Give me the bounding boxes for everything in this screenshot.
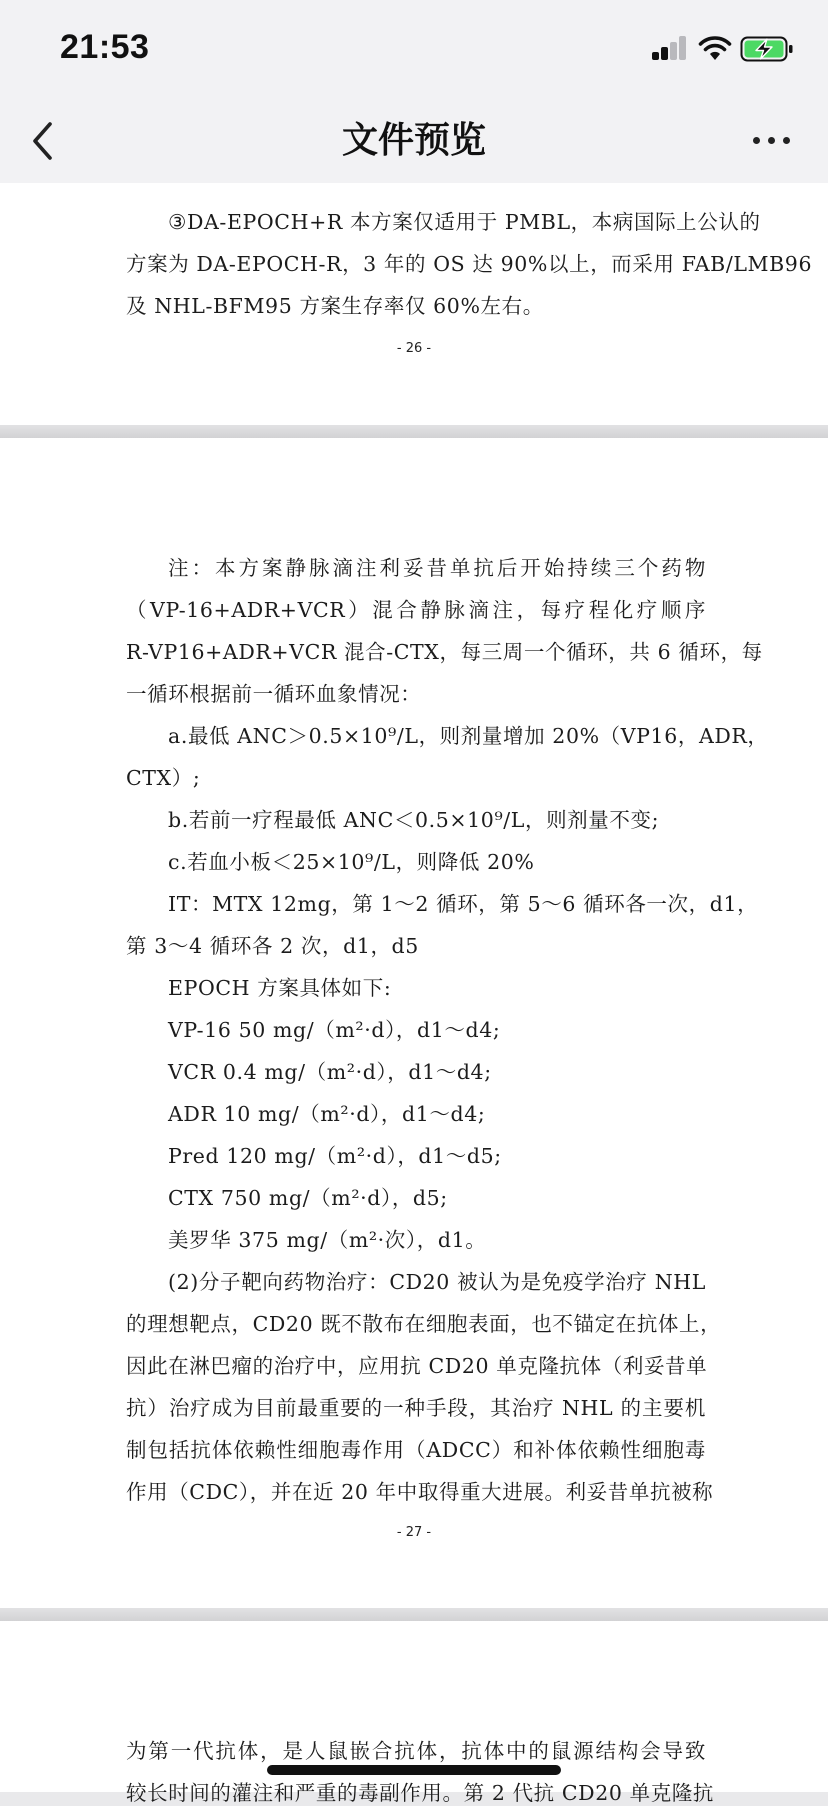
- more-options-button[interactable]: [752, 130, 792, 150]
- top-bar: [0, 0, 828, 183]
- signal-icon: [652, 36, 688, 60]
- page-number: - 27 -: [396, 1525, 432, 1540]
- text-line: 为第一代抗体，是人鼠嵌合抗体，抗体中的鼠源结构会导致: [126, 1739, 706, 1763]
- text-line: c.若血小板＜25×10⁹/L，则降低 20%: [168, 850, 535, 874]
- document-page-26: [0, 183, 828, 425]
- text-line: a.最低 ANC＞0.5×10⁹/L，则剂量增加 20%（VP16，ADR，: [168, 724, 769, 748]
- text-line: VP-16 50 mg/（m²·d），d1～d4;: [168, 1018, 501, 1042]
- text-line: Pred 120 mg/（m²·d），d1～d5;: [168, 1144, 502, 1168]
- text-line: 的理想靶点，CD20 既不散布在细胞表面，也不锚定在抗体上，: [126, 1312, 722, 1336]
- document-page-27: [0, 438, 828, 1608]
- text-line: ADR 10 mg/（m²·d），d1～d4;: [168, 1102, 486, 1126]
- back-button[interactable]: [28, 118, 60, 164]
- wifi-icon: [698, 34, 732, 62]
- text-line: 抗）治疗成为目前最重要的一种手段，其治疗 NHL 的主要机: [126, 1396, 706, 1420]
- page-title: 文件预览: [341, 120, 486, 161]
- text-line: 方案为 DA-EPOCH-R，3 年的 OS 达 90%以上，而采用 FAB/LMB96: [126, 252, 813, 276]
- text-line: 第 3～4 循环各 2 次，d1，d5: [126, 934, 419, 958]
- text-line: 较长时间的灌注和严重的毒副作用。第 2 代抗 CD20 单克隆抗: [126, 1781, 715, 1805]
- text-line: b.若前一疗程最低 ANC＜0.5×10⁹/L，则剂量不变;: [168, 808, 660, 832]
- text-line: IT：MTX 12mg，第 1～2 循环，第 5～6 循环各一次，d1，: [168, 892, 759, 916]
- text-line: EPOCH 方案具体如下:: [168, 976, 392, 1000]
- battery-charging-icon: [740, 36, 794, 62]
- text-line: VCR 0.4 mg/（m²·d），d1～d4;: [168, 1060, 492, 1084]
- text-line: 作用（CDC），并在近 20 年中取得重大进展。利妥昔单抗被称: [126, 1480, 714, 1504]
- text-line: 美罗华 375 mg/（m²·次），d1。: [168, 1228, 487, 1252]
- text-line: CTX）;: [126, 766, 201, 790]
- text-line: 注：本方案静脉滴注利妥昔单抗后开始持续三个药物: [168, 556, 706, 580]
- text-line: 因此在淋巴瘤的治疗中，应用抗 CD20 单克隆抗体（利妥昔单: [126, 1354, 708, 1378]
- text-line: 一循环根据前一循环血象情况：: [126, 682, 422, 706]
- home-indicator[interactable]: [267, 1765, 561, 1775]
- text-line: CTX 750 mg/（m²·d），d5;: [168, 1186, 448, 1210]
- text-line: R-VP16+ADR+VCR 混合-CTX，每三周一个循环，共 6 循环，每: [126, 640, 763, 664]
- page-divider: [0, 1608, 828, 1621]
- page-number: - 26 -: [396, 341, 432, 356]
- text-line: (2)分子靶向药物治疗：CD20 被认为是免疫学治疗 NHL: [168, 1270, 706, 1294]
- text-line: （VP-16+ADR+VCR）混合静脉滴注，每疗程化疗顺序: [126, 598, 706, 622]
- page-divider: [0, 425, 828, 438]
- text-line: ③DA-EPOCH+R 本方案仅适用于 PMBL，本病国际上公认的: [168, 210, 761, 234]
- text-line: 及 NHL-BFM95 方案生存率仅 60%左右。: [126, 294, 544, 318]
- status-time: 21:53: [60, 28, 150, 66]
- text-line: 制包括抗体依赖性细胞毒作用（ADCC）和补体依赖性细胞毒: [126, 1438, 706, 1462]
